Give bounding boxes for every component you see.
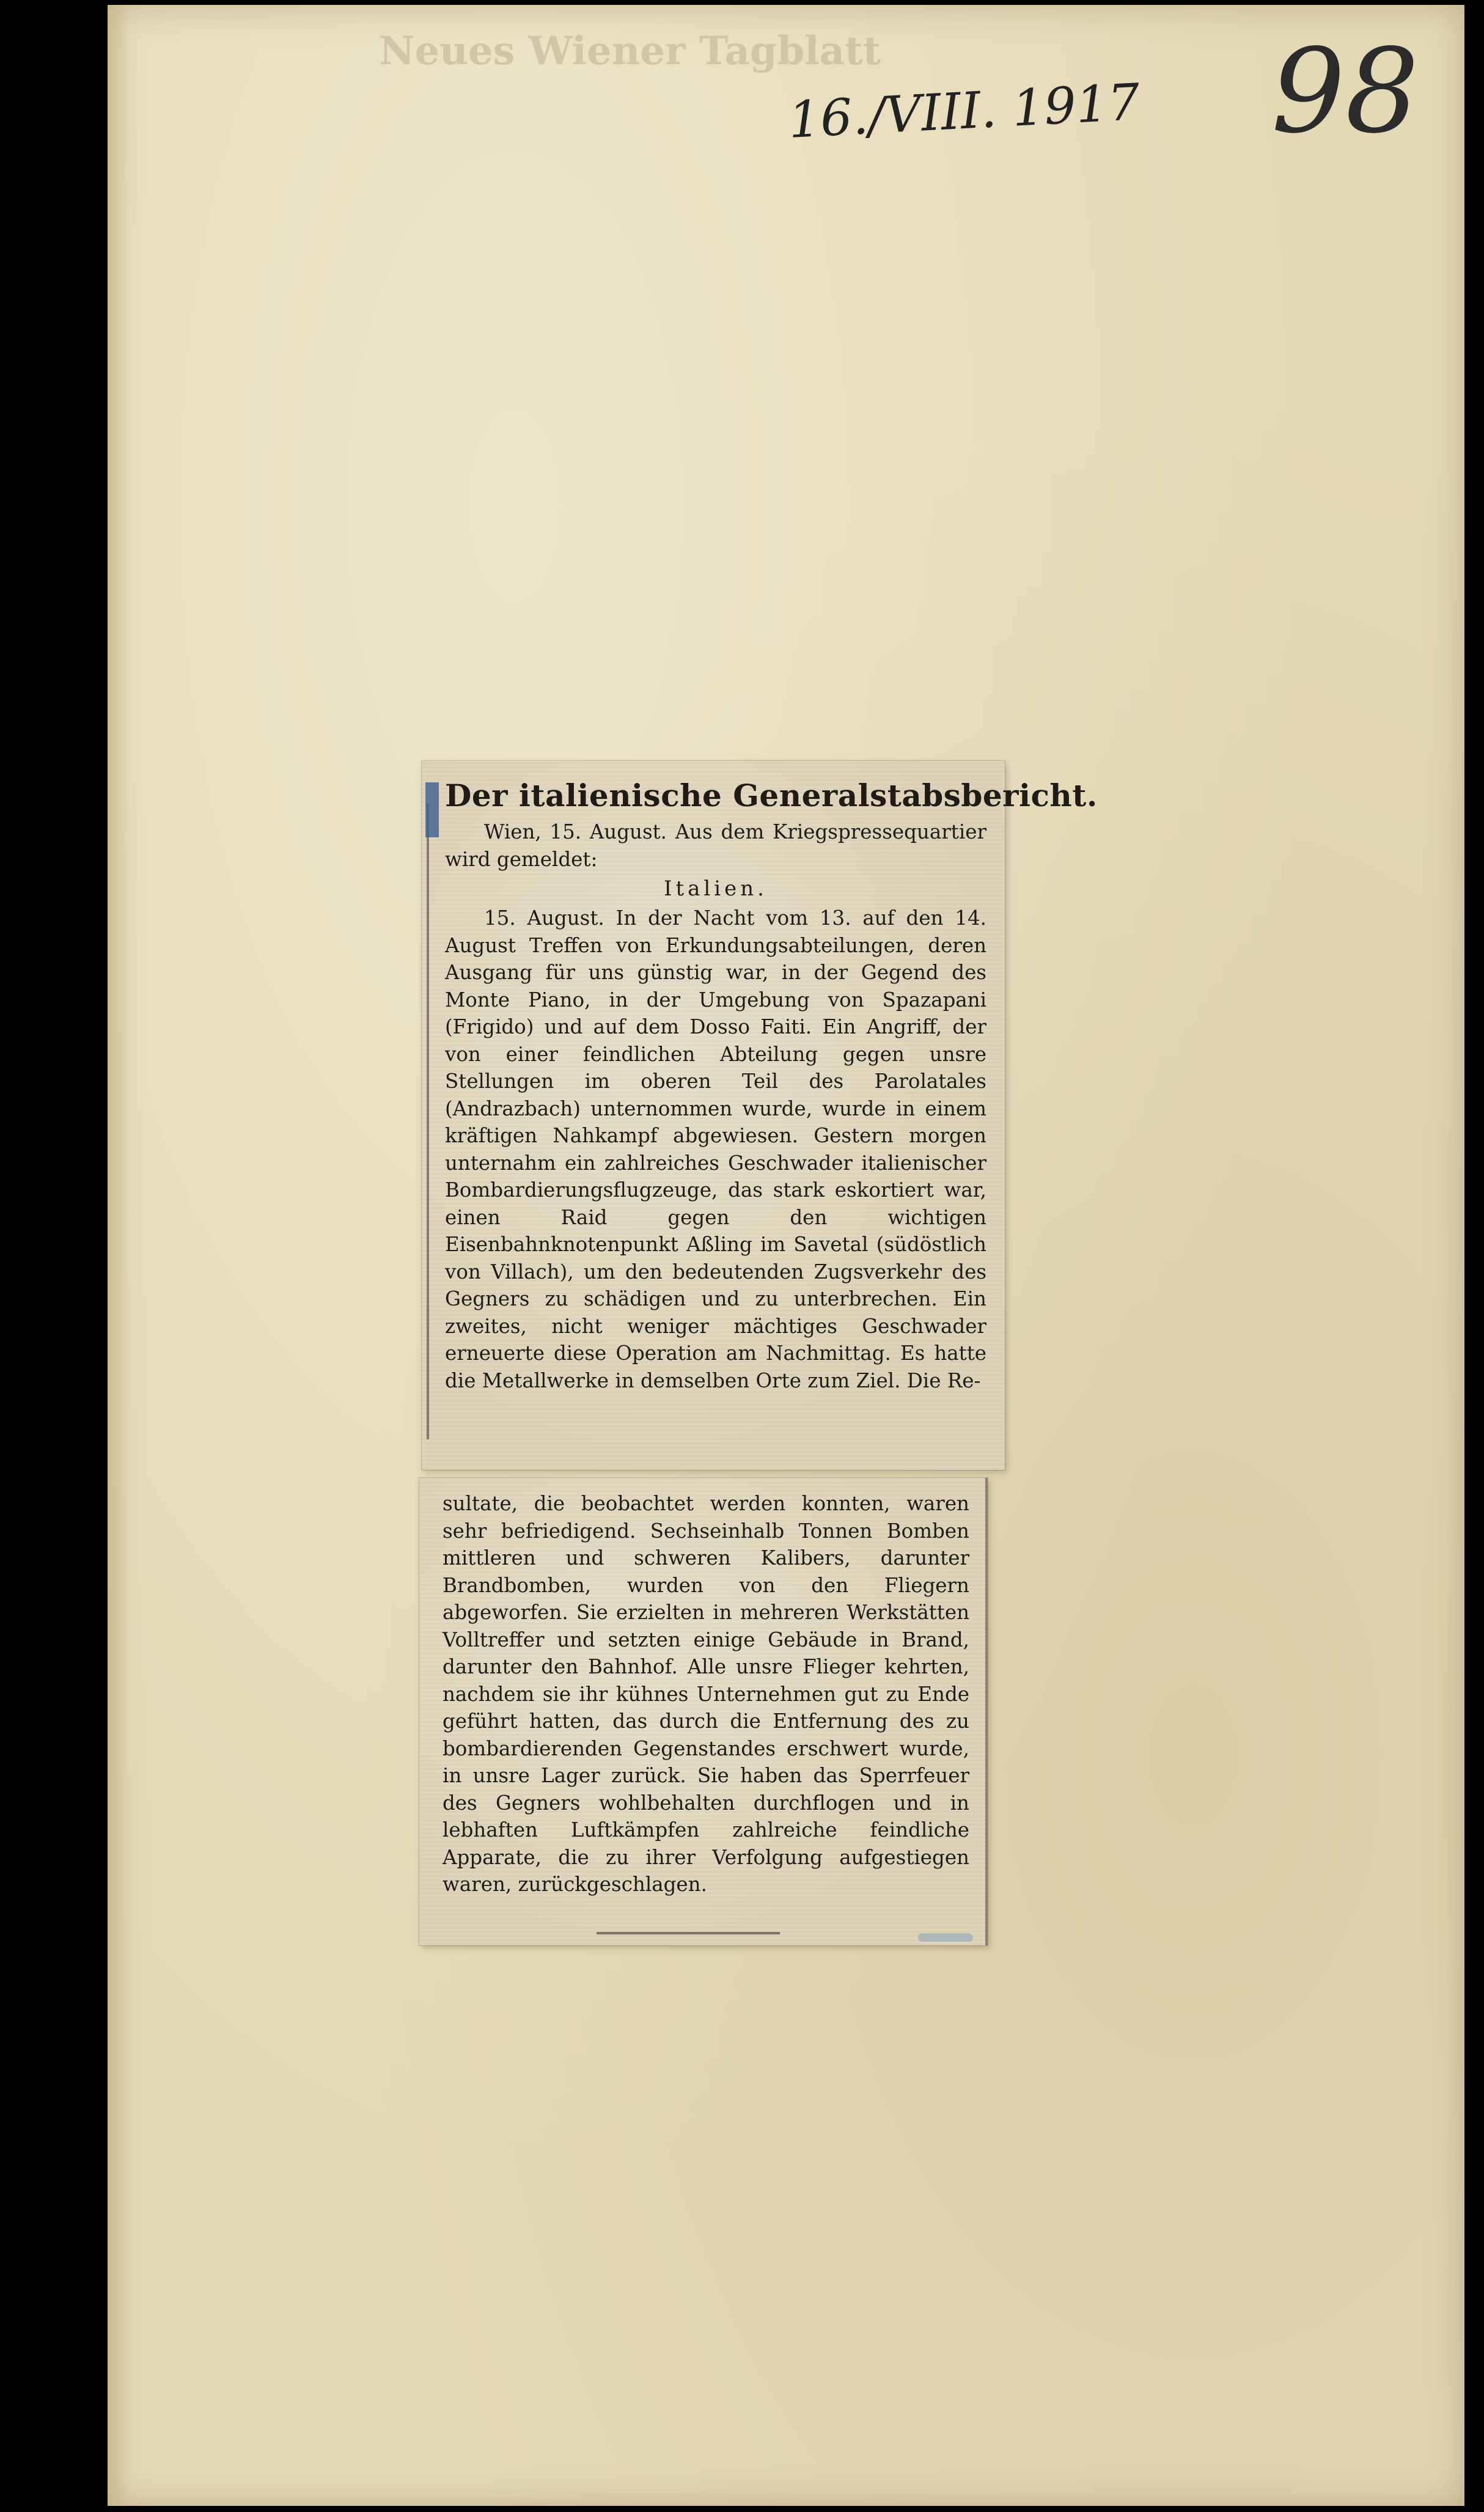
newspaper-clipping-bottom — [419, 1478, 988, 1945]
archive-stamp: Neues Wiener Tagblatt — [379, 28, 881, 74]
newspaper-clipping-top — [422, 761, 1098, 1470]
article-paragraph-part2: sultate, die beobachtet werden konnten, waren sehr befriedigend. Sechseinhalb Tonnen Bomben mittleren und schweren Kalibers, darunter Brandbomben, wurden von den Fliegern abgeworfen. Sie erzielten in mehreren Werkstätten Volltreffer und setzten einige Gebäude in Brand, darunter den Bahnhof. Alle unsre Flieger kehrten, nachdem sie ihr kühnes Unternehmen gut zu Ende geführt hatten, das durch die Entfernung des zu bombardierenden Gegenstandes erschwert wurde, in unsre Lager zurück. Sie haben das Sperrfeuer des Gegners wohlbehalten durchflogen und in lebhaften Luftkämpfen zahlreiche feindliche Apparate, die zu ihrer Verfolgung aufgestiegen waren, zurückgeschlagen. — [443, 1492, 969, 1896]
article-dateline: Wien, 15. August. Aus dem Kriegspressequartier wird gemeldet: — [445, 820, 986, 871]
clipping-top-text — [445, 773, 1098, 1461]
article-paragraph-part1: 15. August. In der Nacht vom 13. auf den 14. August Treffen von Erkundungsabteilungen, deren Ausgang für uns günstig war, in der Gegend des Monte Piano, in der Umgebung von Spazapani (Frigido) und auf dem Dosso Faiti. Ein Angriff, der von einer feindlichen Abteilung gegen unsre Stellungen im oberen Teil des Parolatales (Andrazbach) unternommen wurde, wurde in einem kräftigen Nahkampf abgewiesen. Gestern morgen unternahm ein zahlreiches Geschwader italienischer Bombardierungsflugzeuge, das stark eskortiert war, einen Raid gegen den wichtigen Eisenbahnknotenpunkt Aßling im Savetal (südöstlich von Villach), um den bedeutenden Zugsverkehr des Gegners zu schädigen und zu unterbrechen. Ein zweites, nicht weniger mächtiges Geschwader erneuerte diese Operation am Nachmittag. Es hatte die Metallwerke in demselben Orte zum Ziel. Die Re- — [445, 906, 986, 1392]
handwritten-date: 16./VIII. 1917 — [787, 73, 1142, 150]
column-rule-left — [427, 804, 429, 1439]
sheet-left-edge — [108, 5, 130, 2506]
blue-trace-mark — [918, 1933, 973, 1942]
section-heading: Italien. — [664, 876, 768, 901]
article-headline: Der italienische Generalstabsbericht. — [445, 777, 1098, 813]
blue-pencil-mark — [425, 782, 439, 837]
folio-number: 98 — [1271, 24, 1419, 159]
column-rule-right — [985, 1478, 988, 1945]
article-end-rule — [597, 1932, 780, 1934]
clipping-bottom-text — [443, 1490, 969, 1937]
